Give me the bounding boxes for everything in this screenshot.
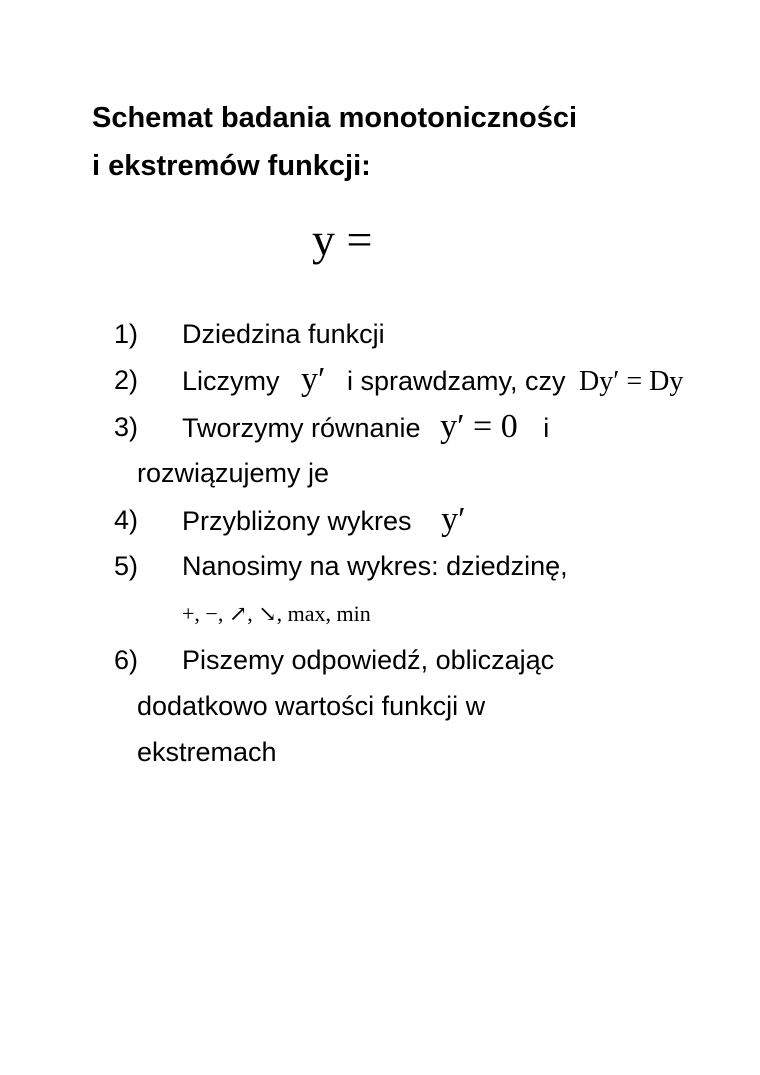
step-text: Piszemy odpowiedź, obliczając — [182, 645, 555, 675]
step-number: 5) — [114, 551, 139, 581]
math-derivative: y′ — [301, 361, 326, 398]
step-text: Nanosimy na wykres: dziedzinę, — [182, 551, 568, 581]
step-text: Dziedzina funkcji — [182, 319, 385, 349]
step-number: 6) — [114, 645, 139, 675]
main-formula: y = — [312, 214, 373, 265]
math-derivative: y′ — [441, 501, 466, 538]
title-line-1: Schemat badania monotoniczności — [92, 102, 578, 134]
step-text: rozwiązujemy je — [137, 458, 330, 488]
step-text: Przybliżony wykres — [182, 506, 412, 536]
step-number: 3) — [114, 412, 139, 442]
title-line-2: i ekstremów funkcji: — [92, 150, 371, 182]
step-text: Tworzymy równanie — [182, 413, 421, 443]
page-title — [92, 94, 577, 190]
step-number: 2) — [114, 365, 139, 395]
step-number: 4) — [114, 505, 139, 535]
math-symbols-line: +, −, ↗, ↘, max, min — [182, 601, 371, 626]
math-equation: y′ = 0 — [440, 408, 518, 445]
math-domain-equality: Dy′ = Dy — [579, 366, 684, 397]
step-text-cont: i — [543, 413, 550, 443]
step-text: dodatkowo wartości funkcji w — [137, 691, 486, 721]
step-number: 1) — [114, 319, 139, 349]
step-text: Liczymy — [182, 366, 280, 396]
step-text-cont: i sprawdzamy, czy — [346, 366, 566, 396]
step-text: ekstremach — [137, 737, 277, 767]
